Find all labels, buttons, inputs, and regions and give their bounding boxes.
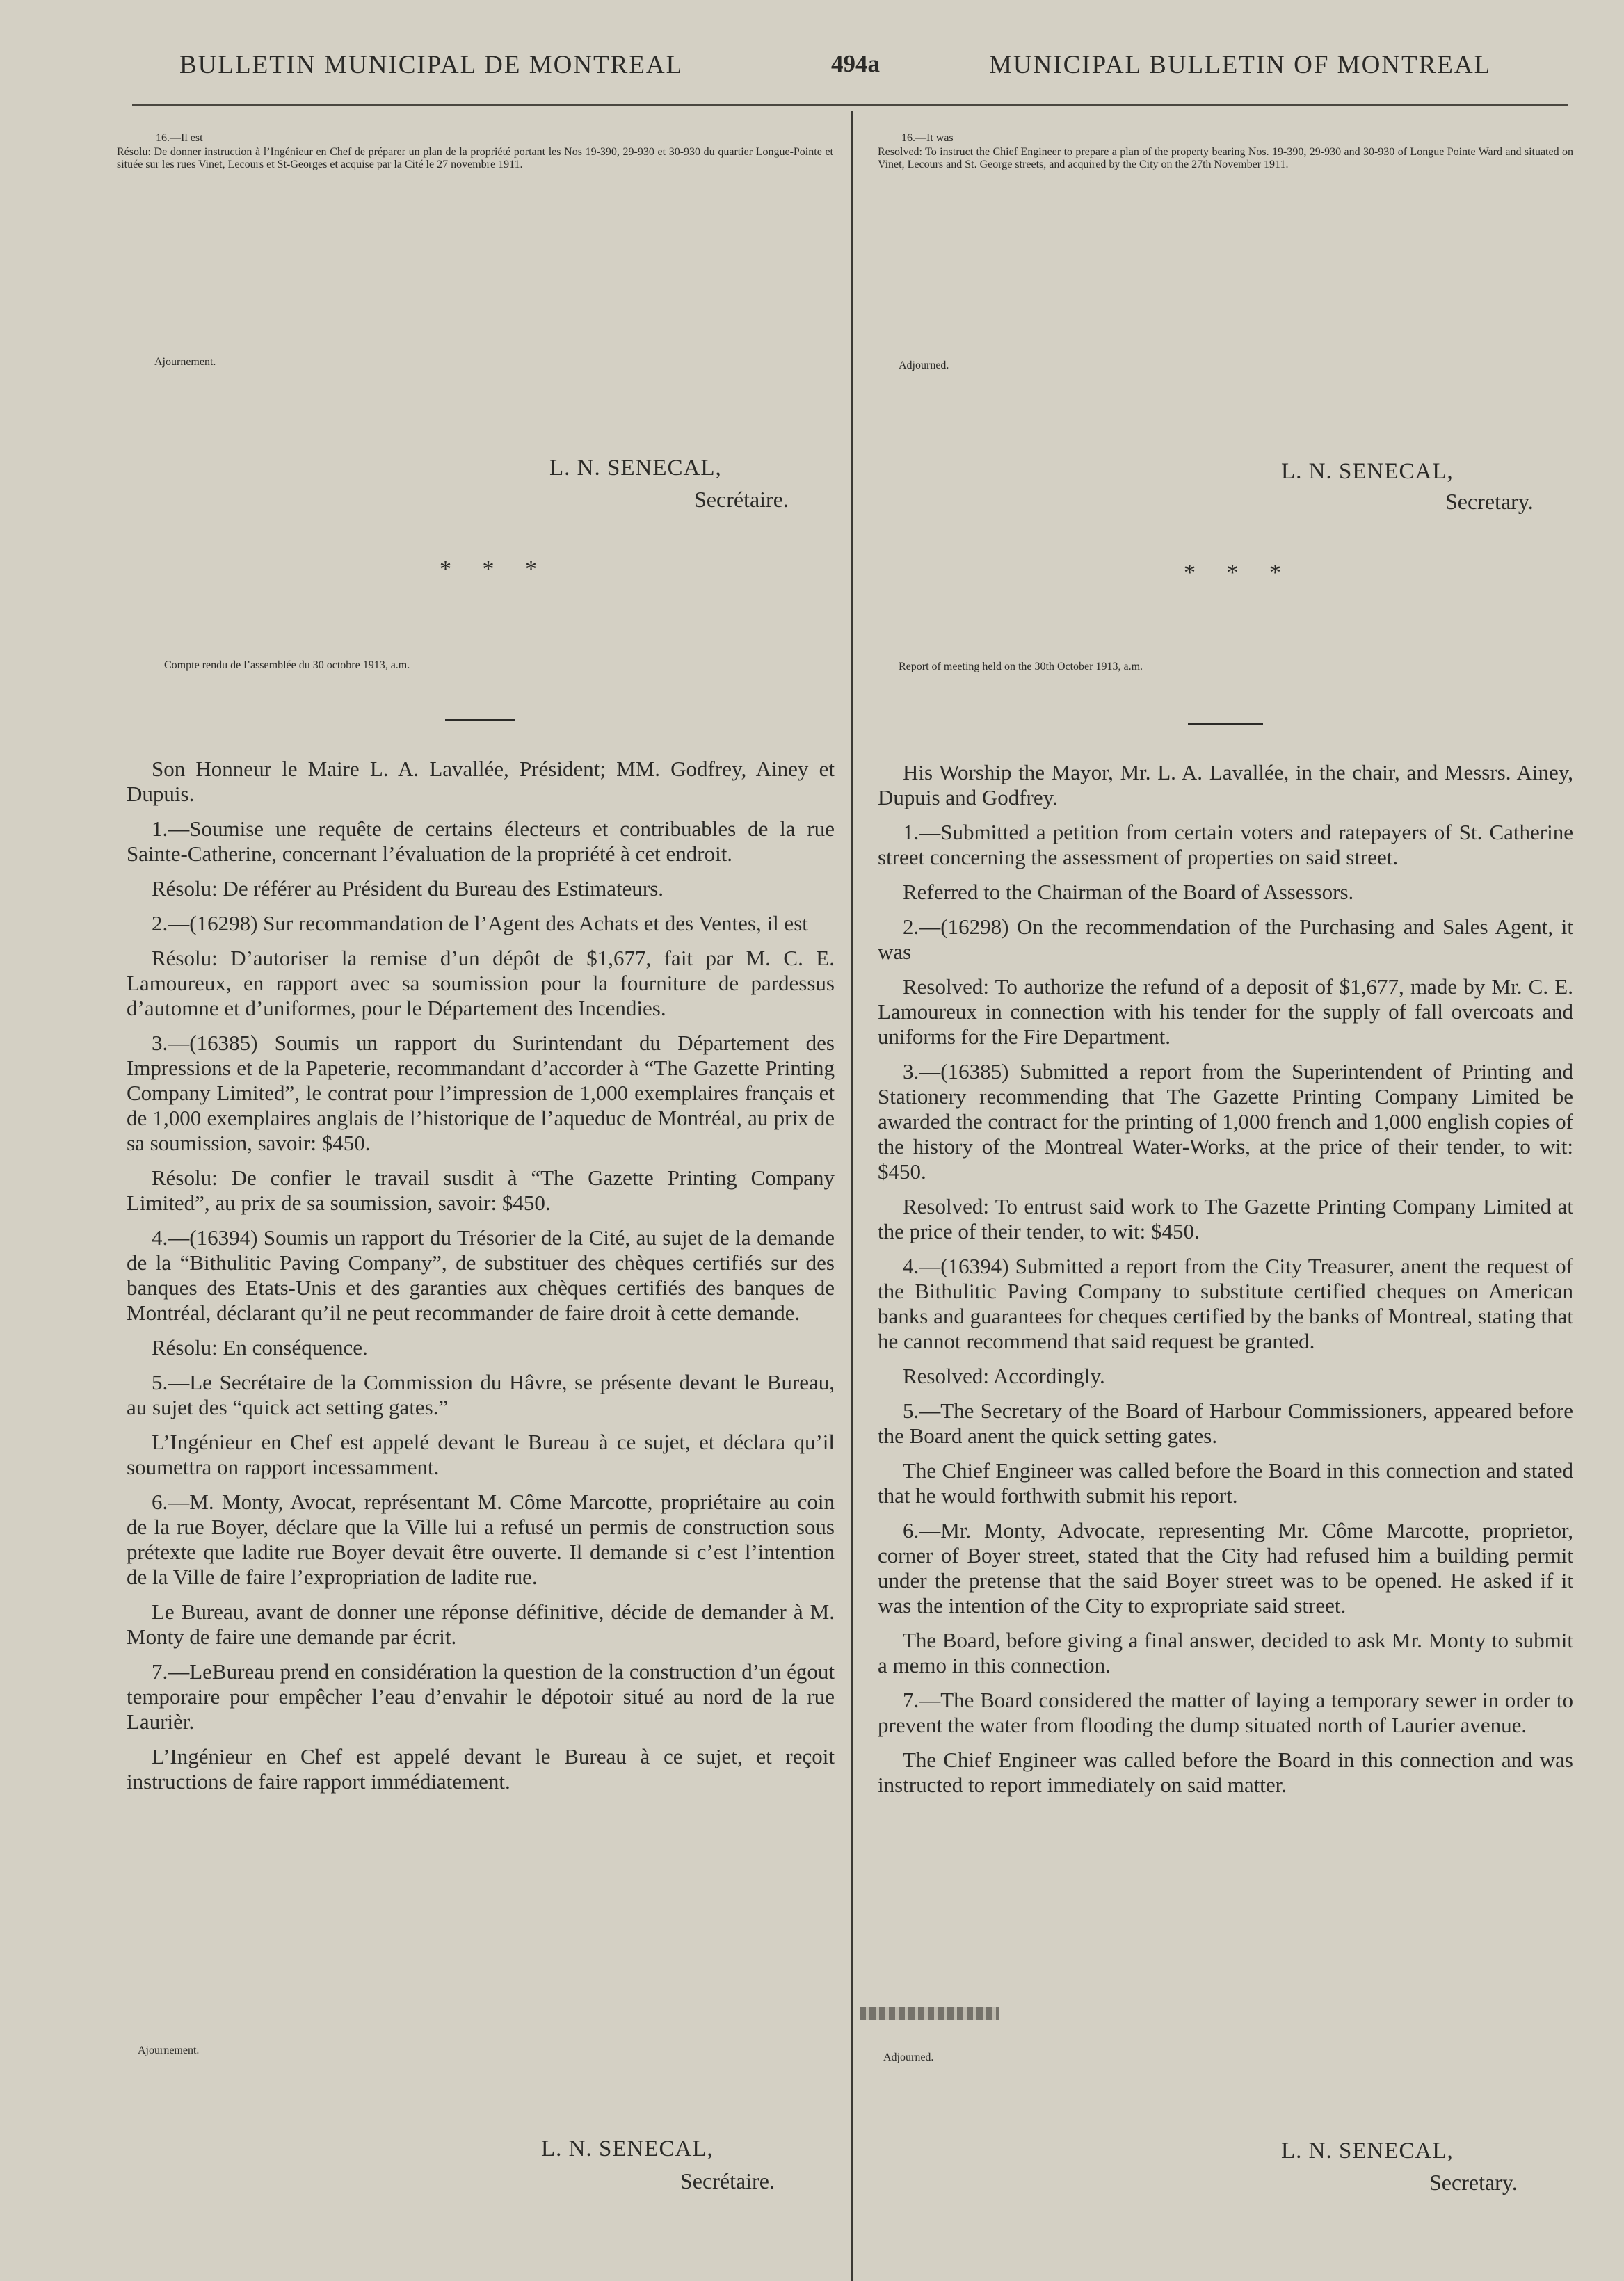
header-rule — [132, 104, 1568, 106]
english-paragraph: 5.—The Secretary of the Board of Harbour Commissioners, appeared before the Board anent the quick setting gates. — [878, 1399, 1573, 1448]
english-paragraph: 6.—Mr. Monty, Advocate, representing Mr. Côme Marcotte, proprietor, corner of Boyer street, stated that the City had refused him a building permit under the pretense that the said Boyer street was to be opened. He asked if it was the intention of the City to expropriate said street. — [878, 1518, 1573, 1618]
french-title-rule — [445, 719, 515, 721]
english-paragraph: Resolved: To authorize the refund of a deposit of $1,677, made by Mr. C. E. Lamoureux in connection with his tender for the supply of fall overcoats and uniforms for the Fire Department. — [878, 974, 1573, 1049]
english-paragraph: 7.—The Board considered the matter of laying a temporary sewer in order to prevent the water from flooding the dump situated north of Laurier avenue. — [878, 1688, 1573, 1737]
english-separator-stars: * * * — [1184, 560, 1294, 586]
french-paragraph: Résolu: D’autoriser la remise d’un dépôt de $1,677, fait par M. C. E. Lamoureux, en rapport avec sa soumission pour la fourniture de pardessus d’automne et d’uniformes, pour le Département des Incendies. — [127, 946, 835, 1020]
english-adjourned-2: Adjourned. — [883, 2052, 934, 2063]
french-paragraph: 5.—Le Secrétaire de la Commission du Hâvre, se présente devant le Bureau, au sujet des “quick act setting gates.” — [127, 1370, 835, 1419]
french-paragraph: Résolu: De référer au Président du Bureau des Estimateurs. — [152, 876, 664, 901]
french-signature-name-2: L. N. SENECAL, — [541, 2136, 714, 2161]
french-adjourned-1: Ajournement. — [154, 356, 216, 368]
english-paragraph: Resolved: To entrust said work to The Gazette Printing Company Limited at the price of their tender, to wit: $450. — [878, 1194, 1573, 1243]
english-paragraph: The Chief Engineer was called before the Board in this connection and stated that he would forthwith submit his report. — [878, 1458, 1573, 1508]
header-french-title: BULLETIN MUNICIPAL DE MONTREAL — [179, 51, 684, 79]
column-divider — [851, 111, 853, 2281]
french-separator-stars: * * * — [440, 556, 549, 582]
english-item-16-title: 16.—It was — [901, 132, 954, 144]
english-item-16-body: Resolved: To instruct the Chief Engineer to prepare a plan of the property bearing Nos. 19-390, 29-930 and 30-930 of Longue Pointe Ward and situated on Vinet, Lecours and St. George streets, and acquired by the City on the 27th November 1911. — [878, 146, 1573, 170]
english-item-16 — [878, 132, 1573, 171]
english-signature-name-1: L. N. SENECAL, — [1281, 459, 1454, 484]
english-report-title: Report of meeting held on the 30th October 1913, a.m. — [899, 661, 1143, 672]
page-header — [0, 50, 1624, 92]
french-item-16 — [117, 132, 833, 171]
english-minutes-body — [878, 760, 1573, 1798]
english-signature-role-2: Secretary. — [1429, 2170, 1518, 2195]
french-report-title: Compte rendu de l’assemblée du 30 octobre 1913, a.m. — [164, 659, 410, 671]
french-adjourned-2: Ajournement. — [138, 2045, 200, 2056]
english-paragraph: 1.—Submitted a petition from certain voters and ratepayers of St. Catherine street concerning the assessment of properties on said street. — [878, 820, 1573, 869]
english-paragraph: His Worship the Mayor, Mr. L. A. Lavallée, in the chair, and Messrs. Ainey, Dupuis and Godfrey. — [878, 760, 1573, 809]
french-paragraph: 7.—LeBureau prend en considération la question de la construction d’un égout temporaire pour empêcher l’eau d’envahir le dépotoir situé au nord de la rue Laurièr. — [127, 1659, 835, 1734]
english-adjourned-1: Adjourned. — [899, 360, 949, 371]
english-paragraph: 2.—(16298) On the recommendation of the Purchasing and Sales Agent, it was — [878, 914, 1573, 964]
french-paragraph: 1.—Soumise une requête de certains électeurs et contribuables de la rue Sainte-Catherine, concernant l’évaluation de la propriété à cet endroit. — [127, 816, 835, 866]
page-number: 494a — [831, 50, 880, 77]
print-smudge — [860, 2007, 999, 2020]
english-paragraph: Referred to the Chairman of the Board of Assessors. — [903, 880, 1354, 904]
header-english-title: MUNICIPAL BULLETIN OF MONTREAL — [989, 51, 1492, 79]
english-paragraph: Resolved: Accordingly. — [903, 1364, 1105, 1388]
french-signature-role-1: Secrétaire. — [694, 487, 789, 512]
english-signature-role-1: Secretary. — [1445, 489, 1534, 514]
english-signature-name-2: L. N. SENECAL, — [1281, 2138, 1454, 2163]
french-paragraph: Son Honneur le Maire L. A. Lavallée, Président; MM. Godfrey, Ainey et Dupuis. — [127, 757, 835, 806]
english-paragraph: 4.—(16394) Submitted a report from the City Treasurer, anent the request of the Bithulitic Paving Company to substitute certified cheques on American banks and guarantees for cheques certified by the banks of Montreal, stating that he cannot recommend that said request be granted. — [878, 1254, 1573, 1353]
french-item-16-body: Résolu: De donner instruction à l’Ingénieur en Chef de préparer un plan de la propriété portant les Nos 19-390, 29-930 et 30-930 du quartier Longue-Pointe et située sur les rues Vinet, Lecours et St-Georges et acquise par la Cité le 27 novembre 1911. — [117, 146, 833, 170]
french-paragraph: 6.—M. Monty, Avocat, représentant M. Côme Marcotte, propriétaire au coin de la rue Boyer, déclare que la Ville lui a refusé un permis de construction sous prétexte que ladite rue Boyer devait être ouverte. Il demande si c’est l’intention de la Ville de faire l’expropriation de ladite rue. — [127, 1490, 835, 1589]
french-signature-role-2: Secrétaire. — [680, 2168, 775, 2193]
french-paragraph: Le Bureau, avant de donner une réponse définitive, décide de demander à M. Monty de faire une demande par écrit. — [127, 1599, 835, 1649]
english-paragraph: 3.—(16385) Submitted a report from the Superintendent of Printing and Stationery recommending that The Gazette Printing Company Limited be awarded the contract for the printing of 1,000 french and 1,000 english copies of the history of the Montreal Water-Works, at the price of their tender, to wit: $450. — [878, 1059, 1573, 1184]
english-paragraph: The Board, before giving a final answer, decided to ask Mr. Monty to submit a memo in this connection. — [878, 1628, 1573, 1677]
french-paragraph: 2.—(16298) Sur recommandation de l’Agent des Achats et des Ventes, il est — [152, 911, 808, 935]
french-paragraph: 4.—(16394) Soumis un rapport du Trésorier de la Cité, au sujet de la demande de la “Bithulitic Paving Company”, de substituer des chèques certifiés sur des banques des Etats-Unis et des garanties aux chèques certifiés des banques de Montréal, déclarant qu’il ne peut recommander de faire droit à cette demande. — [127, 1225, 835, 1325]
french-paragraph: L’Ingénieur en Chef est appelé devant le Bureau à ce sujet, et déclara qu’il soumettra on rapport incessamment. — [127, 1430, 835, 1479]
english-paragraph: The Chief Engineer was called before the Board in this connection and was instructed to report immediately on said matter. — [878, 1748, 1573, 1797]
french-paragraph: 3.—(16385) Soumis un rapport du Surintendant du Département des Impressions et de la Papeterie, recommandant d’accorder à “The Gazette Printing Company Limited”, le contrat pour l’impression de 1,000 exemplaires français et de 1,000 exemplaires anglais de l’historique de l’aqueduc de Montréal, au prix de sa soumission, savoir: $450. — [127, 1031, 835, 1155]
french-paragraph: L’Ingénieur en Chef est appelé devant le Bureau à ce sujet, et reçoit instructions de faire rapport immédiatement. — [127, 1744, 835, 1794]
french-item-16-title: 16.—Il est — [156, 132, 203, 144]
french-minutes-body — [127, 757, 835, 1794]
french-paragraph: Résolu: En conséquence. — [152, 1335, 368, 1360]
english-title-rule — [1188, 723, 1263, 725]
french-paragraph: Résolu: De confier le travail susdit à “The Gazette Printing Company Limited”, au prix de sa soumission, savoir: $450. — [127, 1166, 835, 1215]
french-signature-name-1: L. N. SENECAL, — [549, 456, 722, 481]
